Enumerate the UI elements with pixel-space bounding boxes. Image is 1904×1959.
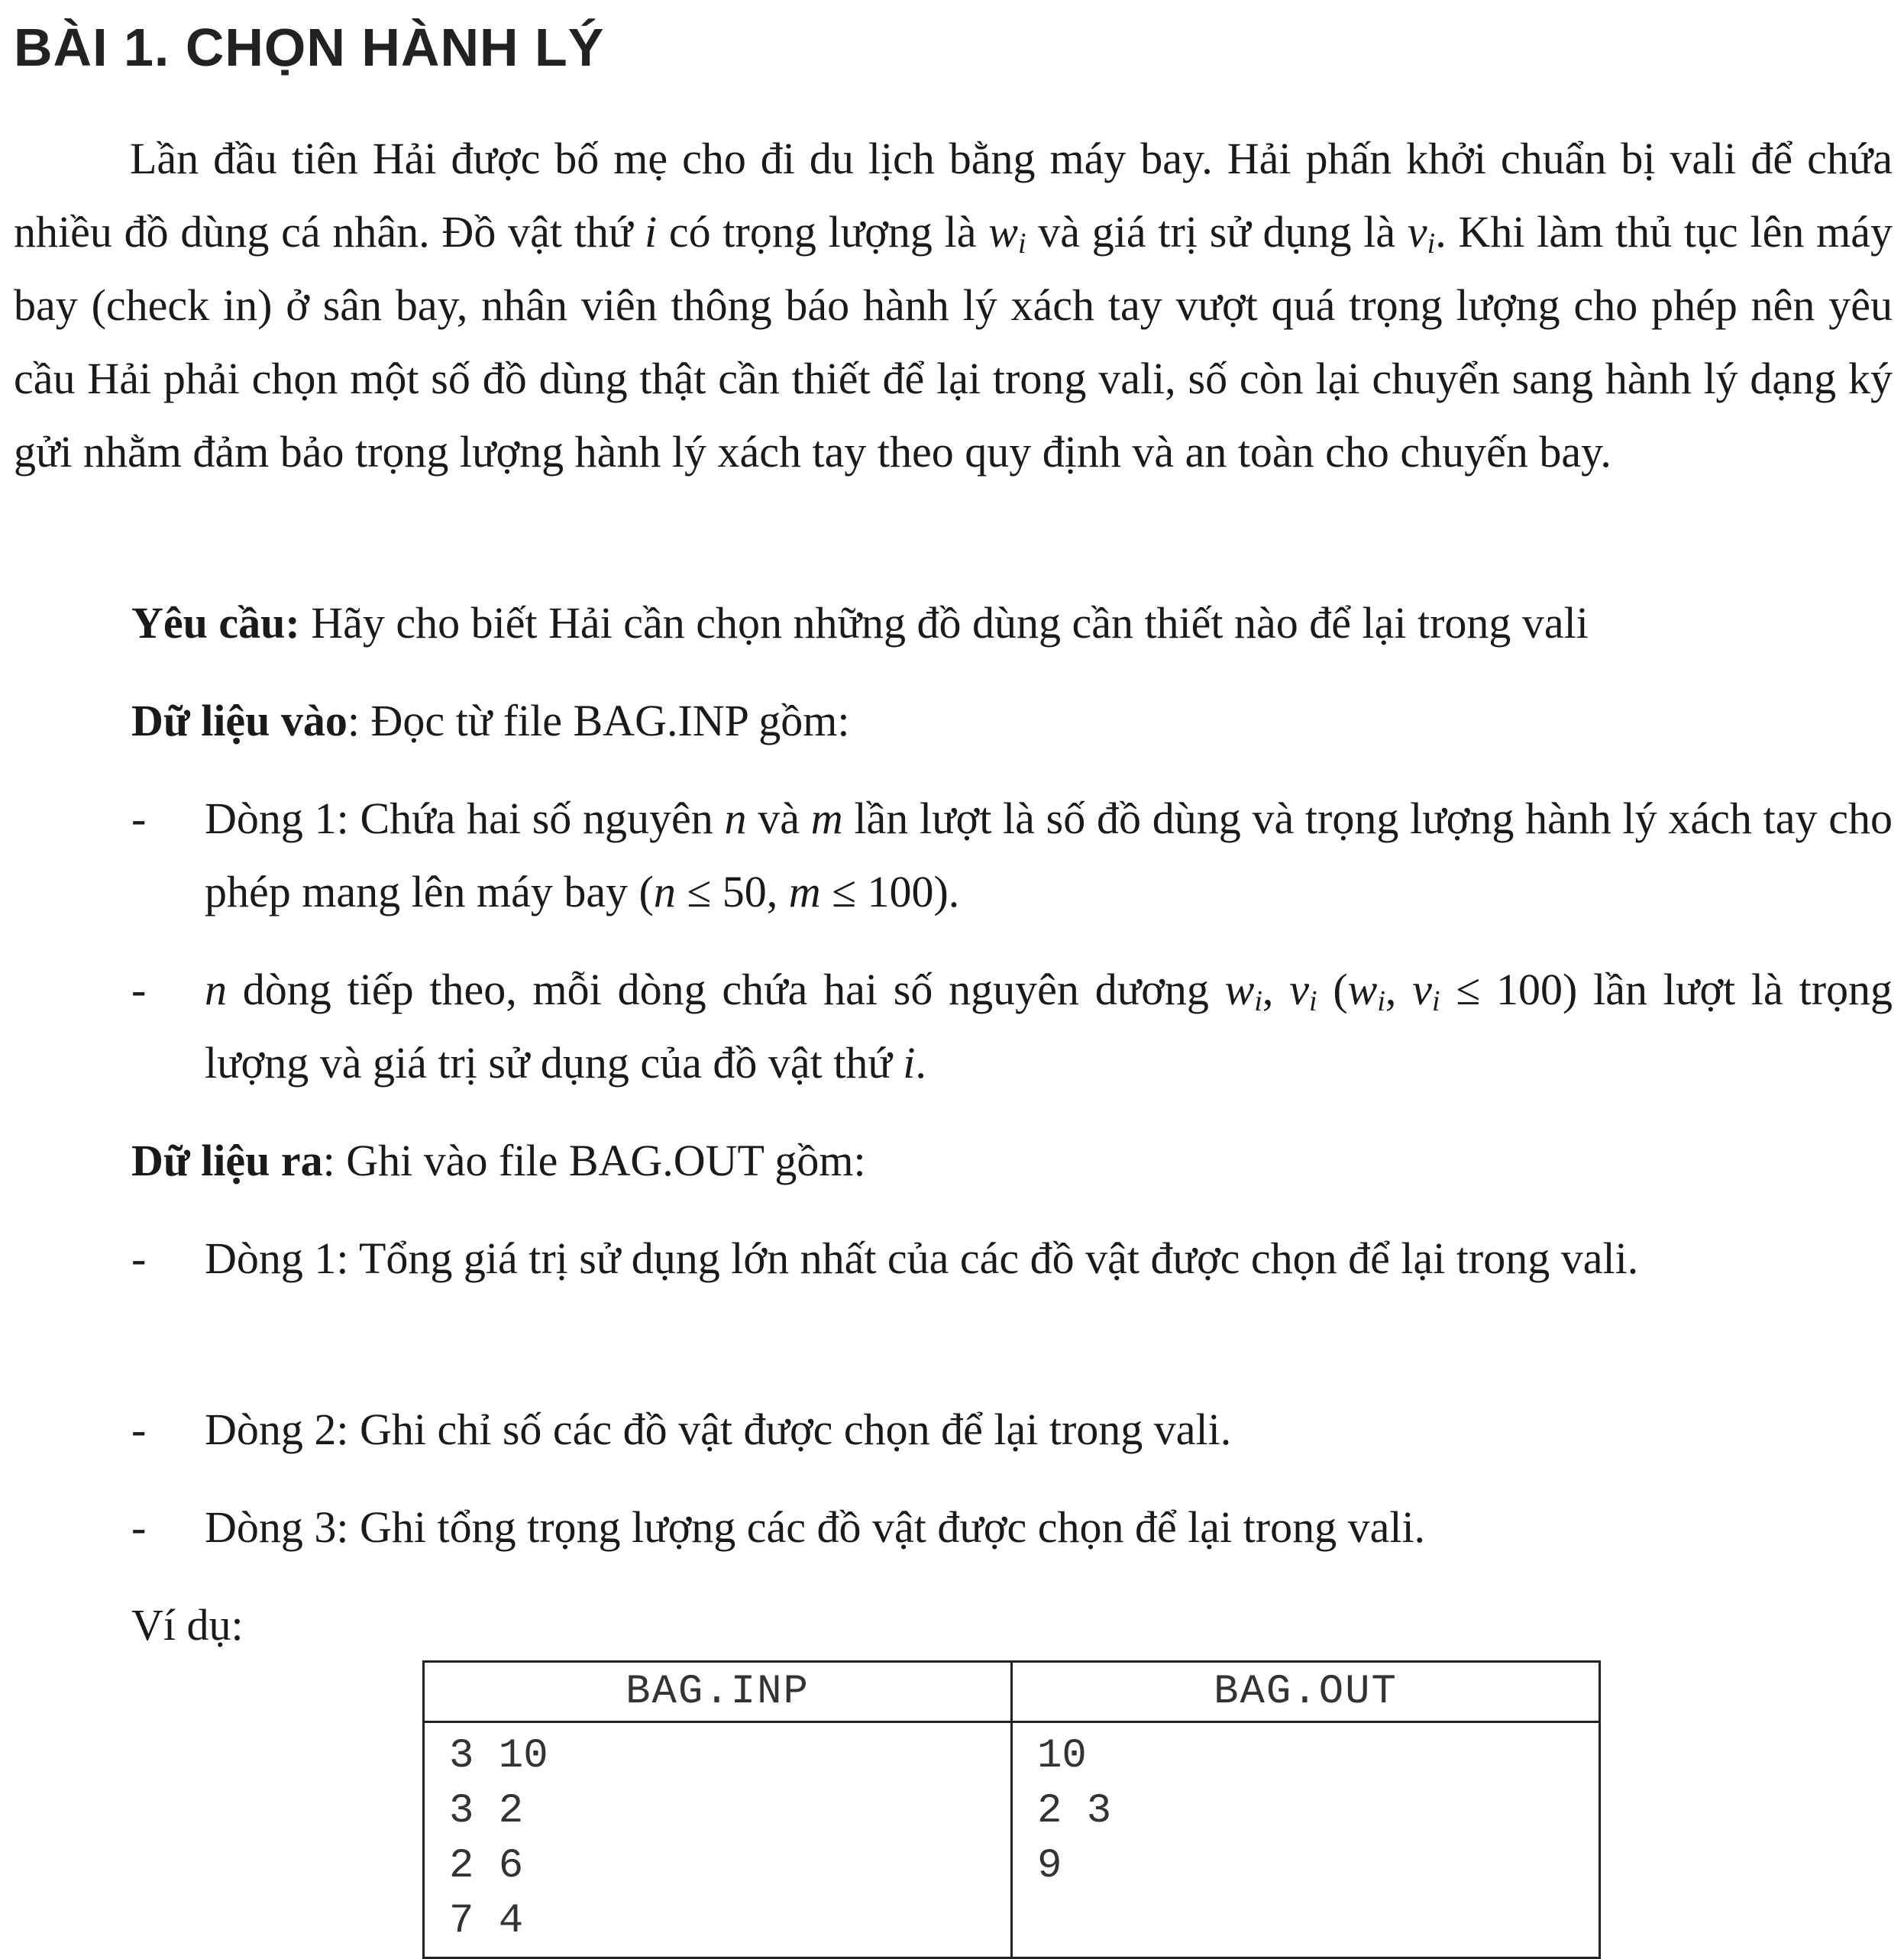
bullet-dash: - (131, 1233, 147, 1283)
input-heading (131, 684, 1893, 758)
output-text: : Ghi vào file BAG.OUT gồm: (322, 1136, 866, 1185)
output-bullet-3: Dòng 3: Ghi tổng trọng lượng các đồ vật được chọn để lại trong vali. (205, 1502, 1426, 1552)
subscript-i: i (1427, 228, 1436, 260)
var-v: v (1289, 965, 1309, 1014)
input-text: : Đọc từ file BAG.INP gồm: (347, 696, 850, 745)
bullet-dash: - (131, 794, 147, 843)
intro-paragraph (14, 122, 1893, 489)
bullet-text: , (1385, 965, 1413, 1014)
input-bullet-2 (205, 953, 1893, 1100)
requirement-label: Yêu cầu: (131, 598, 300, 648)
var-n: n (724, 794, 747, 843)
problem-title: BÀI 1. CHỌN HÀNH LÝ (14, 18, 605, 77)
var-m: m (788, 867, 821, 916)
var-w: w (1224, 965, 1255, 1014)
bag-inp-cell (424, 1722, 1012, 1958)
bullet-text: Dòng 1: Chứa hai số nguyên (205, 794, 725, 843)
bullet-text: lần lượt là số đồ dùng và trọng lượng hành lý xách tay cho phép mang lên máy bay ( (205, 794, 1893, 916)
output-bullet-1: Dòng 1: Tổng giá trị sử dụng lớn nhất của các đồ vật được chọn để lại trong vali. (205, 1233, 1639, 1283)
var-i: i (903, 1038, 916, 1088)
subscript-i: i (1308, 985, 1317, 1017)
output-label: Dữ liệu ra (131, 1136, 323, 1185)
var-w: w (988, 207, 1018, 257)
bullet-text: ( (1317, 965, 1348, 1014)
out-row: 2 3 (1037, 1788, 1112, 1835)
bullet-dash: - (131, 1405, 147, 1454)
bullet-text: ≤ 100) lần lượt là trọng lượng và giá trị sử dụng của đồ vật thứ (205, 965, 1893, 1088)
bullet-text: ≤ 50, (675, 867, 789, 916)
intro-text-3: và giá trị sử dụng là (1026, 207, 1408, 257)
input-bullet-1 (205, 782, 1893, 929)
subscript-i: i (1017, 228, 1026, 260)
bullet-dash: - (131, 1502, 147, 1552)
var-w: w (1347, 965, 1378, 1014)
var-v: v (1407, 207, 1427, 257)
output-heading (131, 1124, 1893, 1198)
bag-out-cell (1012, 1722, 1600, 1958)
inp-row: 3 2 (449, 1788, 524, 1835)
inp-row: 2 6 (449, 1843, 524, 1889)
intro-text-2: có trọng lượng là (657, 207, 989, 257)
var-n: n (205, 965, 227, 1014)
var-i: i (645, 207, 658, 257)
bullet-dash: - (131, 965, 147, 1014)
header-bag-out: BAG.OUT (1012, 1662, 1600, 1722)
bullet-text: và (746, 794, 811, 843)
inp-row: 7 4 (449, 1898, 524, 1944)
var-n: n (653, 867, 676, 916)
input-label: Dữ liệu vào (131, 696, 348, 745)
var-m: m (810, 794, 843, 843)
intro-text-4: . Khi làm thủ tục lên máy bay (check in) ở sân bay, nhân viên thông báo hành lý xách tay vượt quá trọng lượng cho phép nên yêu cầu Hải phải chọn một số đồ dùng thật cần thiết để lại trong vali, số còn lại chuyển sang hành lý dạng ký gửi nhằm đảm bảo trọng lượng hành lý xách tay theo quy định và an toàn cho chuyến bay. (14, 207, 1893, 477)
inp-row: 3 10 (449, 1733, 548, 1780)
intro-text-1: Lần đầu tiên Hải được bố mẹ cho đi du lịch bằng máy bay. Hải phấn khởi chuẩn bị vali để chứa nhiều đồ dùng cá nhân. Đồ vật thứ (14, 134, 1893, 257)
bullet-text: . (915, 1038, 926, 1088)
header-bag-inp: BAG.INP (424, 1662, 1012, 1722)
requirement-text: Hãy cho biết Hải cần chọn những đồ dùng cần thiết nào để lại trong vali (299, 598, 1589, 648)
subscript-i: i (1254, 985, 1262, 1017)
example-table (422, 1660, 1601, 1959)
output-bullet-2: Dòng 2: Ghi chỉ số các đồ vật được chọn để lại trong vali. (205, 1405, 1232, 1454)
example-header-row (424, 1662, 1600, 1722)
bullet-text: dòng tiếp theo, mỗi dòng chứa hai số nguyên dương (227, 965, 1225, 1014)
bullet-text: , (1262, 965, 1290, 1014)
subscript-i: i (1377, 985, 1385, 1017)
out-row: 9 (1037, 1843, 1062, 1889)
requirement-line (131, 587, 1893, 660)
bullet-text: ≤ 100). (820, 867, 960, 916)
example-body-row (424, 1722, 1600, 1958)
out-row: 10 (1037, 1733, 1087, 1780)
subscript-i: i (1431, 985, 1440, 1017)
example-label: Ví dụ: (131, 1600, 244, 1650)
var-v: v (1412, 965, 1432, 1014)
